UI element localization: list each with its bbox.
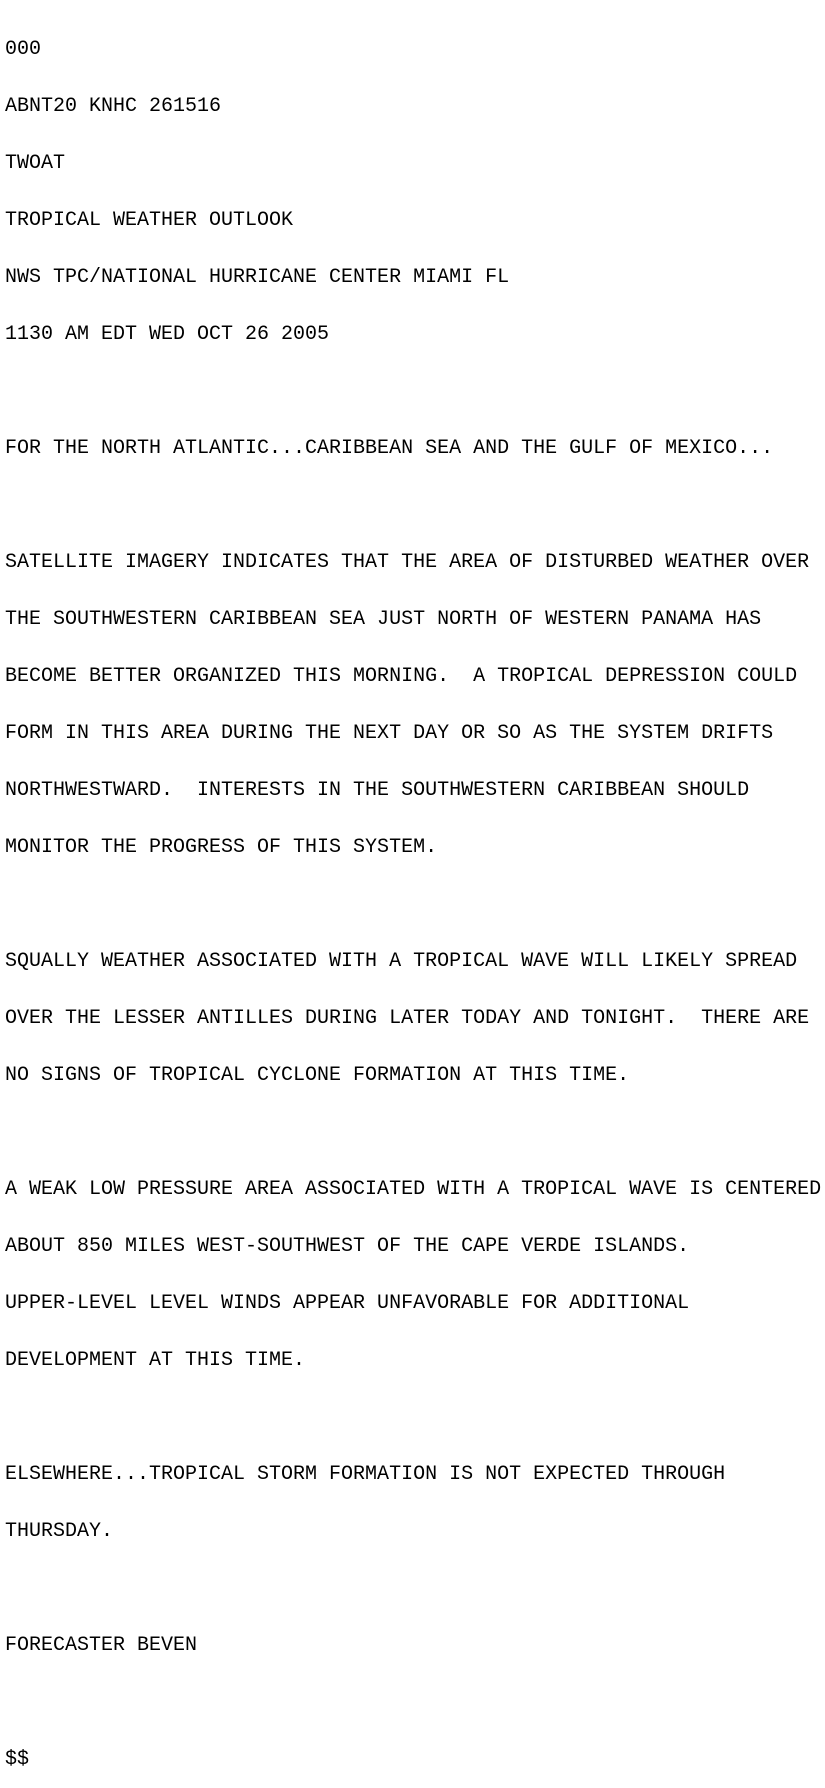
bulletin-line-blank xyxy=(5,1123,825,1142)
bulletin-line-paragraph-2: OVER THE LESSER ANTILLES DURING LATER TODAY AND TONIGHT. THERE ARE xyxy=(5,1007,810,1030)
bulletin-line-paragraph-2: SQUALLY WEATHER ASSOCIATED WITH A TROPICAL WAVE WILL LIKELY SPREAD xyxy=(5,950,798,973)
bulletin-line-blank xyxy=(5,1693,825,1712)
bulletin-line-blank xyxy=(5,382,825,401)
bulletin-line-paragraph-1: SATELLITE IMAGERY INDICATES THAT THE AREA OF DISTURBED WEATHER OVER xyxy=(5,551,810,574)
bulletin-line-blank xyxy=(5,496,825,515)
bulletin-line-product-title: TROPICAL WEATHER OUTLOOK xyxy=(5,209,294,232)
bulletin-line-paragraph-1: BECOME BETTER ORGANIZED THIS MORNING. A TROPICAL DEPRESSION COULD xyxy=(5,665,798,688)
bulletin-line-issue-time: 1130 AM EDT WED OCT 26 2005 xyxy=(5,323,330,346)
bulletin-line-paragraph-4: ELSEWHERE...TROPICAL STORM FORMATION IS NOT EXPECTED THROUGH xyxy=(5,1463,726,1486)
bulletin-line-paragraph-1: MONITOR THE PROGRESS OF THIS SYSTEM. xyxy=(5,836,438,859)
bulletin-line-paragraph-1: FORM IN THIS AREA DURING THE NEXT DAY OR SO AS THE SYSTEM DRIFTS xyxy=(5,722,774,745)
bulletin-line-blank xyxy=(5,1579,825,1598)
bulletin-line-paragraph-1: NORTHWESTWARD. INTERESTS IN THE SOUTHWESTERN CARIBBEAN SHOULD xyxy=(5,779,750,802)
bulletin-line-region: FOR THE NORTH ATLANTIC...CARIBBEAN SEA AND THE GULF OF MEXICO... xyxy=(5,437,774,460)
bulletin-line-paragraph-3: ABOUT 850 MILES WEST-SOUTHWEST OF THE CAPE VERDE ISLANDS. xyxy=(5,1235,690,1258)
bulletin-line-blank xyxy=(5,1408,825,1427)
bulletin-line-forecaster: FORECASTER BEVEN xyxy=(5,1634,198,1657)
bulletin-line-paragraph-3: DEVELOPMENT AT THIS TIME. xyxy=(5,1349,306,1372)
bulletin-line-paragraph-1: THE SOUTHWESTERN CARIBBEAN SEA JUST NORTH OF WESTERN PANAMA HAS xyxy=(5,608,762,631)
bulletin-line-paragraph-3: A WEAK LOW PRESSURE AREA ASSOCIATED WITH A TROPICAL WAVE IS CENTERED xyxy=(5,1178,822,1201)
bulletin-line-paragraph-2: NO SIGNS OF TROPICAL CYCLONE FORMATION AT THIS TIME. xyxy=(5,1064,630,1087)
bulletin-line-paragraph-3: UPPER-LEVEL LEVEL WINDS APPEAR UNFAVORABLE FOR ADDITIONAL xyxy=(5,1292,690,1315)
bulletin-line-awips-id: TWOAT xyxy=(5,152,66,175)
bulletin-line-paragraph-4: THURSDAY. xyxy=(5,1520,114,1543)
bulletin-line-issuing-office: NWS TPC/NATIONAL HURRICANE CENTER MIAMI FL xyxy=(5,266,510,289)
bulletin-line-blank xyxy=(5,895,825,914)
bulletin-line-product-code: 000 xyxy=(5,38,42,61)
bulletin-line-end-marker: $$ xyxy=(5,1748,30,1771)
bulletin-line-wmo-header: ABNT20 KNHC 261516 xyxy=(5,95,222,118)
